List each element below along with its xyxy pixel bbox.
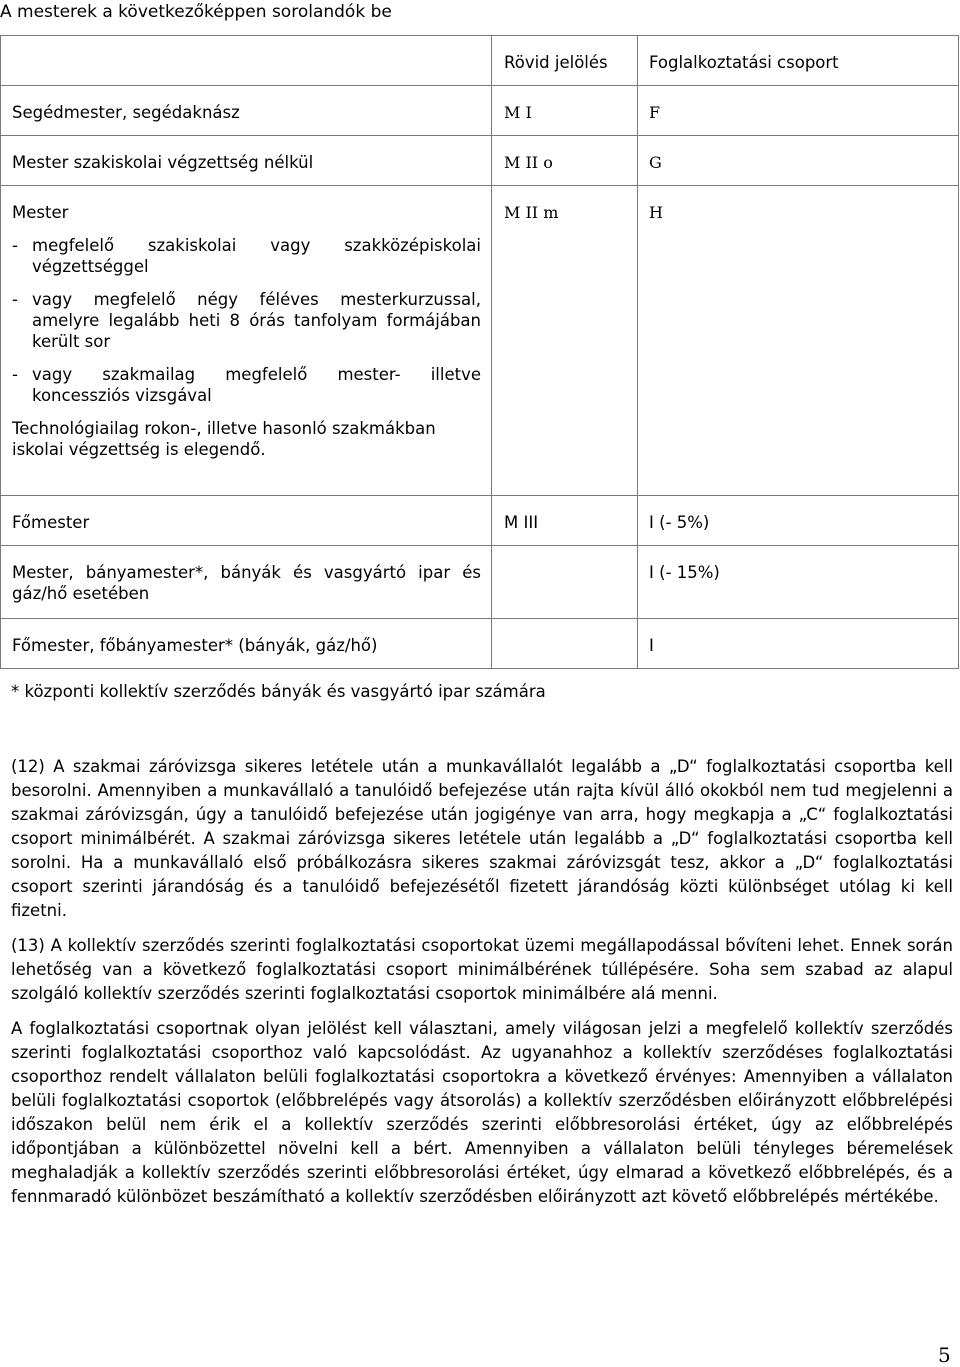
row-short: M III bbox=[492, 496, 638, 546]
table-header-row bbox=[1, 36, 959, 86]
row-name: Főmester, főbányamester* (bányák, gáz/hő) bbox=[1, 619, 492, 669]
mester-note: Technológiailag rokon-, illetve hasonló szakmákban iskolai végzettség is elegendő. bbox=[12, 419, 436, 459]
row-group: F bbox=[638, 86, 959, 136]
row-short: M II o bbox=[492, 136, 638, 186]
table-row bbox=[1, 86, 959, 136]
row-short: M II m bbox=[492, 186, 638, 496]
table-footnote: * központi kollektív szerződés bányák és vasgyártó ipar számára bbox=[11, 682, 546, 701]
paragraph: (13) A kollektív szerződés szerinti foglalkoztatási csoportokat üzemi megállapodással bővíteni lehet. Ennek során lehetőség van a következő foglalkoztatási csoport minimálbérének túllépésére. Soha sem szabad az alapul szolgáló kollektív szerződés szerinti foglalkoztatási csoportok minimálbére alá menni. bbox=[11, 936, 953, 1003]
list-item-text: megfelelő szakiskolai vagy szakközépiskolai végzettséggel bbox=[32, 236, 481, 276]
row-group: I (- 15%) bbox=[638, 546, 959, 619]
row-short bbox=[492, 546, 638, 619]
row-short: M I bbox=[492, 86, 638, 136]
dash-bullet: - bbox=[12, 290, 18, 309]
mester-cell bbox=[1, 186, 492, 496]
row-name: Mester bbox=[12, 203, 69, 222]
classification-table bbox=[0, 35, 959, 669]
list-item bbox=[12, 364, 481, 406]
dash-bullet: - bbox=[12, 236, 18, 255]
table-row bbox=[1, 546, 959, 619]
table-row bbox=[1, 136, 959, 186]
row-group: I (- 5%) bbox=[638, 496, 959, 546]
table-row-mester bbox=[1, 186, 959, 496]
header-short-label: Rövid jelölés bbox=[492, 36, 638, 86]
dash-bullet: - bbox=[12, 365, 18, 384]
row-group: H bbox=[638, 186, 959, 496]
page-heading: A mesterek a következőképpen sorolandók be bbox=[0, 2, 392, 22]
list-item bbox=[12, 235, 481, 277]
table-row bbox=[1, 619, 959, 669]
page-number: 5 bbox=[938, 1343, 951, 1367]
row-name: Főmester bbox=[1, 496, 492, 546]
row-name: Segédmester, segédaknász bbox=[1, 86, 492, 136]
header-group-label: Foglalkoztatási csoport bbox=[638, 36, 959, 86]
row-group: G bbox=[638, 136, 959, 186]
paragraph: A foglalkoztatási csoportnak olyan jelölést kell választani, amely világosan jelzi a megfelelő kollektív szerződés szerinti foglalkoztatási csoporthoz való kapcsolódást. Az ugyanahhoz a kollektív szerződéses foglalkoztatási csoporthoz rendelt vállalaton belüli foglalkoztatási csoportokra a következő érvényes: Amennyiben a vállalaton belüli foglalkoztatási csoportok (előbbrelépés vagy átsorolás) a kollektív szerződésben előirányzott előbbrelépési időszakon belül nem érik el a kollektív szerződés szerinti előbbresorolási értéket, úgy az előbbrelépés időpontjában a különbözettel növelni kell a bért. Amennyiben a vállalaton belüli tényleges béremelések meghaladják a kollektív szerződés szerinti előbbresorolási értéket, úgy elmarad a következő előbbrelépés, és a fennmaradó különbözet beszámítható a kollektív szerződésben előirányzott azt követő előbbrelépés mértékébe. bbox=[11, 1019, 953, 1206]
header-empty-cell bbox=[1, 36, 492, 86]
row-short bbox=[492, 619, 638, 669]
row-name: Mester, bányamester*, bányák és vasgyártó ipar és gáz/hő esetében bbox=[1, 546, 492, 619]
list-item bbox=[12, 289, 481, 352]
table-row bbox=[1, 496, 959, 546]
body-text bbox=[11, 755, 953, 1220]
list-item-text: vagy megfelelő négy féléves mesterkurzussal, amelyre legalább heti 8 órás tanfolyam formájában került sor bbox=[32, 290, 481, 351]
paragraph: (12) A szakmai záróvizsga sikeres letétele után a munkavállalót legalább a „D“ foglalkoztatási csoportba kell besorolni. Amennyiben a munkavállaló a tanulóidő befejezése után rajta kívül álló okokból nem tud megjelenni a szakmai záróvizsgán, úgy a tanulóidő befejezése után jogigénye van arra, hogy megkapja a „C“ foglalkoztatási csoport minimálbérét. A szakmai záróvizsga sikeres letétele után legalább a „D“ foglalkoztatási csoportba kell sorolni. Ha a munkavállaló első próbálkozásra sikeres szakmai záróvizsgát tesz, akkor a „D“ foglalkoztatási csoport szerinti járandóság és a tanulóidő befejezésétől fizetett járandóság közti különbséget utólag ki kell fizetni. bbox=[11, 757, 953, 920]
row-name: Mester szakiskolai végzettség nélkül bbox=[1, 136, 492, 186]
row-group: I bbox=[638, 619, 959, 669]
list-item-text: vagy szakmailag megfelelő mester- illetve koncessziós vizsgával bbox=[32, 365, 481, 405]
